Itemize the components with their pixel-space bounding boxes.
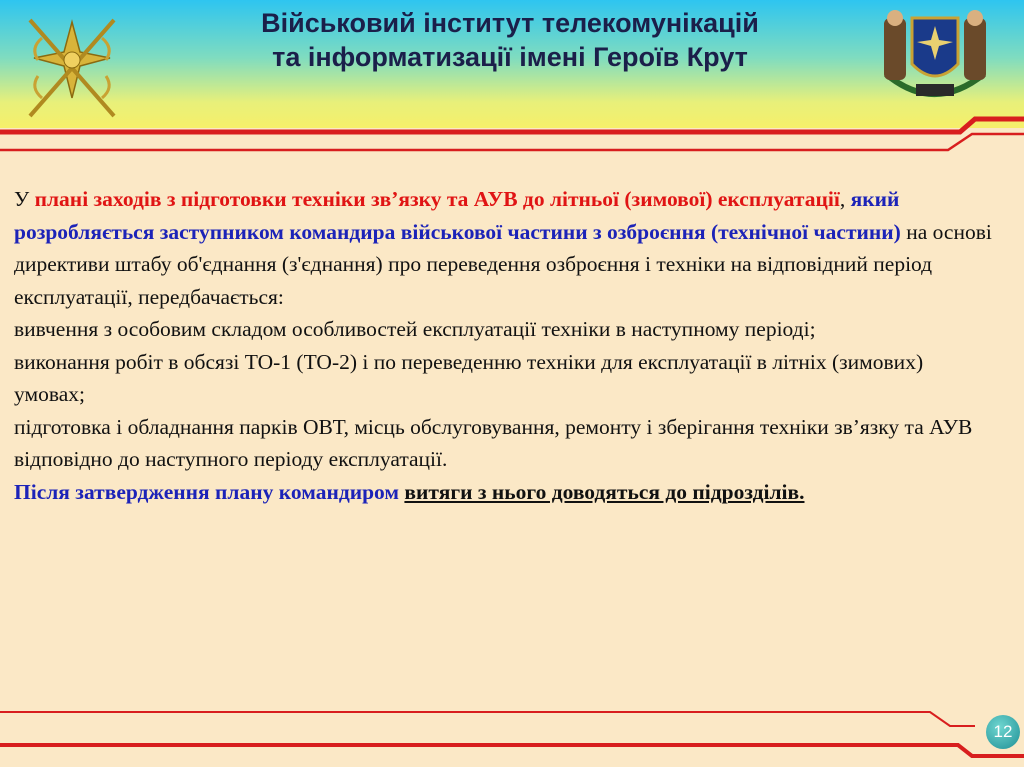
slide-body — [14, 183, 999, 508]
intro-prefix: У — [14, 187, 35, 211]
page-number-badge: 12 — [986, 715, 1020, 749]
title-line-1: Військовий інститут телекомунікацій — [261, 8, 759, 38]
list-item: вивчення з особовим складом особливостей експлуатації техніки в наступному періоді; — [14, 317, 816, 341]
list-item: підготовка і обладнання парків ОВТ, місць обслуговування, ремонту і зберігання техніки зв’язку та АУВ відповідно до наступного періоду експлуатації. — [14, 414, 973, 471]
final-underlined: витяги з нього доводяться до підрозділів. — [404, 479, 805, 504]
institute-coat-of-arms-icon — [876, 4, 994, 110]
final-paragraph — [14, 476, 999, 509]
developer-highlight: який розробляється заступником командира військової частини з озброєння (технічної частини) — [14, 187, 901, 244]
list-item: виконання робіт в обсязі ТО-1 (ТО-2) і по переведенню техніки для експлуатації в літніх (зимових) умовах; — [14, 349, 924, 406]
intro-paragraph — [14, 183, 999, 313]
plan-highlight: плані заходів з підготовки техніки зв’язку та АУВ до літньої (зимової) експлуатації — [34, 187, 840, 211]
intro-rest: на основі директиви штабу об'єднання (з'єднання) про переведення озброєння і техніки на відповідний період експлуатації, передбачається: — [14, 219, 992, 309]
signal-corps-star-emblem-icon — [12, 8, 132, 126]
title-line-2: та інформатизації імені Героїв Крут — [272, 42, 748, 72]
final-highlight: Після затвердження плану командиром — [14, 479, 400, 504]
comma-separator: , — [839, 187, 851, 211]
page-title — [150, 6, 870, 74]
